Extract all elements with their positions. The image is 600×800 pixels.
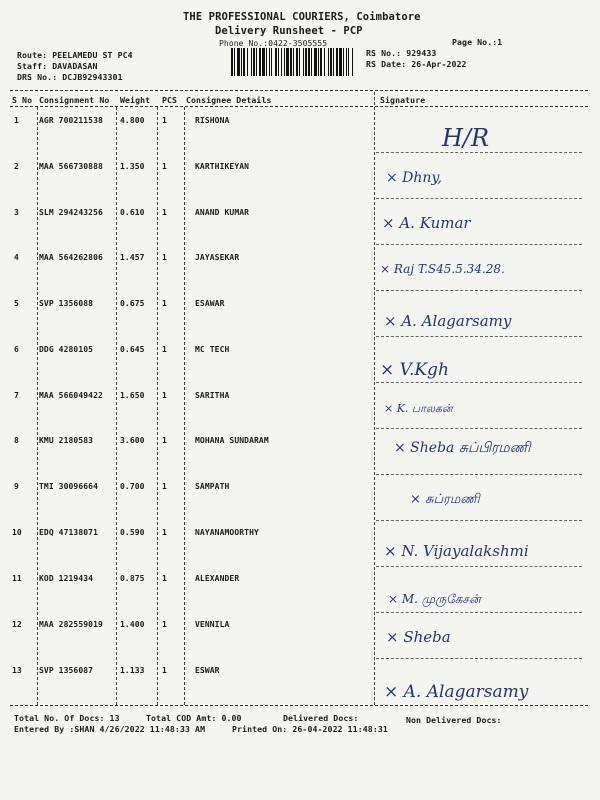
row-consignment: MAA 282559019 bbox=[39, 620, 103, 629]
row-weight: 3.600 bbox=[120, 436, 145, 445]
barcode-bar bbox=[237, 48, 240, 76]
row-weight: 1.350 bbox=[120, 162, 145, 171]
row-consignee: ANAND KUMAR bbox=[195, 208, 250, 217]
row-sno: 13 bbox=[12, 666, 22, 675]
barcode-bar bbox=[290, 48, 292, 76]
handwritten-signature: × சுப்ரமணி bbox=[410, 492, 480, 507]
row-pcs: 1 bbox=[162, 208, 167, 217]
barcode-bar bbox=[328, 48, 329, 76]
barcode-bar bbox=[281, 48, 282, 76]
barcode-bar bbox=[308, 48, 310, 76]
printed-on: Printed On: 26-04-2022 11:48:31 bbox=[232, 724, 388, 734]
row-sno: 6 bbox=[14, 345, 19, 354]
handwritten-signature: × N. Vijayalakshmi bbox=[384, 542, 529, 560]
barcode-bar bbox=[311, 48, 312, 76]
barcode-bar bbox=[293, 48, 294, 76]
row-consignment: AGR 700211538 bbox=[39, 116, 103, 125]
column-header-pcs: PCS bbox=[162, 95, 178, 105]
table-bottom-rule bbox=[10, 705, 588, 706]
rs-date: RS Date: 26-Apr-2022 bbox=[366, 59, 467, 69]
column-divider bbox=[374, 92, 375, 705]
row-sno: 9 bbox=[14, 482, 19, 491]
barcode-bar bbox=[231, 48, 233, 76]
document-title: Delivery Runsheet - PCP bbox=[215, 25, 363, 37]
signature-row-divider bbox=[376, 290, 582, 291]
row-pcs: 1 bbox=[162, 162, 167, 171]
barcode-bar bbox=[318, 48, 319, 76]
row-sno: 8 bbox=[14, 436, 19, 445]
handwritten-signature: × Sheba சுப்பிரமணி bbox=[394, 440, 531, 456]
column-divider bbox=[37, 107, 38, 705]
staff: Staff: DAVADASAN bbox=[17, 61, 98, 71]
barcode-bar bbox=[343, 48, 344, 76]
barcode-bar bbox=[241, 48, 242, 76]
row-consignee: ESWAR bbox=[195, 666, 220, 675]
handwritten-signature: × A. Alagarsamy bbox=[384, 682, 529, 702]
barcode-bar bbox=[271, 48, 272, 76]
row-sno: 12 bbox=[12, 620, 22, 629]
row-consignee: ALEXANDER bbox=[195, 574, 240, 583]
non-delivered-docs: Non Delivered Docs: bbox=[406, 715, 502, 725]
barcode-bar bbox=[320, 48, 322, 76]
barcode-bar bbox=[303, 48, 304, 76]
barcode-bar bbox=[324, 48, 325, 76]
row-weight: 0.700 bbox=[120, 482, 145, 491]
route: Route: PEELAMEDU ST PC4 bbox=[17, 50, 133, 60]
barcode-bar bbox=[296, 48, 298, 76]
row-consignment: MAA 564262806 bbox=[39, 253, 103, 262]
row-weight: 1.457 bbox=[120, 253, 145, 262]
signature-row-divider bbox=[376, 566, 582, 567]
row-consignment: MAA 566730888 bbox=[39, 162, 103, 171]
column-header-weight: Weight bbox=[120, 95, 151, 105]
row-weight: 1.650 bbox=[120, 391, 145, 400]
delivered-docs: Delivered Docs: bbox=[283, 713, 359, 723]
row-consignment: DDG 4280105 bbox=[39, 345, 94, 354]
signature-row-divider bbox=[376, 612, 582, 613]
row-consignment: SLM 294243256 bbox=[39, 208, 103, 217]
handwritten-signature: × Sheba bbox=[386, 628, 451, 646]
table-header-rule bbox=[10, 106, 588, 107]
barcode-bar bbox=[278, 48, 279, 76]
row-sno: 11 bbox=[12, 574, 22, 583]
row-pcs: 1 bbox=[162, 620, 167, 629]
barcode-bar bbox=[305, 48, 307, 76]
row-consignee: RISHONA bbox=[195, 116, 230, 125]
row-pcs: 1 bbox=[162, 116, 167, 125]
signature-row-divider bbox=[376, 520, 582, 521]
barcode-bar bbox=[251, 48, 252, 76]
barcode-bar bbox=[262, 48, 265, 76]
handwritten-signature: × A. Alagarsamy bbox=[384, 312, 512, 330]
row-consignment: SVP 1356087 bbox=[39, 666, 94, 675]
barcode-bar bbox=[346, 48, 347, 76]
rs-number: RS No.: 929433 bbox=[366, 48, 437, 58]
row-consignee: MOHANA SUNDARAM bbox=[195, 436, 269, 445]
signature-row-divider bbox=[376, 336, 582, 337]
row-pcs: 1 bbox=[162, 482, 167, 491]
row-sno: 2 bbox=[14, 162, 19, 171]
column-divider bbox=[157, 107, 158, 705]
row-pcs: 1 bbox=[162, 436, 167, 445]
row-weight: 0.610 bbox=[120, 208, 145, 217]
row-weight: 4.800 bbox=[120, 116, 145, 125]
row-weight: 1.133 bbox=[120, 666, 145, 675]
signature-row-divider bbox=[376, 198, 582, 199]
column-header-consignment: Consignment No bbox=[39, 95, 110, 105]
handwritten-signature: × M. முருகேசன் bbox=[388, 592, 481, 606]
phone-number: Phone No.:0422-3505555 bbox=[219, 39, 328, 48]
signature-row-divider bbox=[376, 382, 582, 383]
row-consignment: KOD 1219434 bbox=[39, 574, 94, 583]
row-pcs: 1 bbox=[162, 666, 167, 675]
column-divider bbox=[116, 107, 117, 705]
row-pcs: 1 bbox=[162, 528, 167, 537]
row-pcs: 1 bbox=[162, 574, 167, 583]
row-sno: 5 bbox=[14, 299, 19, 308]
barcode-bar bbox=[269, 48, 270, 76]
barcode-bar bbox=[339, 48, 342, 76]
barcode-bar bbox=[243, 48, 245, 76]
signature-row-divider bbox=[376, 244, 582, 245]
total-docs: Total No. Of Docs: 13 bbox=[14, 713, 120, 723]
row-weight: 0.645 bbox=[120, 345, 145, 354]
row-consignment: TMI 30096664 bbox=[39, 482, 98, 491]
row-weight: 0.590 bbox=[120, 528, 145, 537]
row-sno: 1 bbox=[14, 116, 19, 125]
row-pcs: 1 bbox=[162, 299, 167, 308]
barcode-bar bbox=[234, 48, 235, 76]
handwritten-signature: × Raj T.S45.5.34.28. bbox=[380, 262, 505, 276]
drs-number: DRS No.: DCJB92943301 bbox=[17, 72, 123, 82]
handwritten-signature: H/R bbox=[442, 124, 490, 152]
row-pcs: 1 bbox=[162, 253, 167, 262]
row-sno: 4 bbox=[14, 253, 19, 262]
row-sno: 10 bbox=[12, 528, 22, 537]
handwritten-signature: × V.Kgh bbox=[380, 360, 449, 380]
row-consignee: JAYASEKAR bbox=[195, 253, 240, 262]
page-number: Page No.:1 bbox=[452, 37, 503, 47]
barcode-bar bbox=[333, 48, 334, 76]
table-top-rule bbox=[10, 90, 588, 91]
handwritten-signature: × K. பாலகன் bbox=[384, 402, 453, 415]
column-header-sno: S No bbox=[12, 95, 33, 105]
row-consignee: NAYANAMOORTHY bbox=[195, 528, 259, 537]
row-consignee: ESAWAR bbox=[195, 299, 225, 308]
row-consignment: EDQ 47138071 bbox=[39, 528, 98, 537]
barcode-bar bbox=[314, 48, 317, 76]
row-consignee: SARITHA bbox=[195, 391, 230, 400]
row-pcs: 1 bbox=[162, 391, 167, 400]
total-cod-amount: Total COD Amt: 0.00 bbox=[146, 713, 242, 723]
signature-row-divider bbox=[376, 658, 582, 659]
row-weight: 0.675 bbox=[120, 299, 145, 308]
signature-row-divider bbox=[376, 474, 582, 475]
barcode-bar bbox=[259, 48, 261, 76]
row-sno: 3 bbox=[14, 208, 19, 217]
barcode-bar bbox=[253, 48, 255, 76]
row-weight: 1.400 bbox=[120, 620, 145, 629]
row-consignment: SVP 1356088 bbox=[39, 299, 94, 308]
barcode-bar bbox=[348, 48, 349, 76]
barcode-bar bbox=[266, 48, 267, 76]
column-header-signature: Signature bbox=[380, 95, 426, 105]
column-header-consignee: Consignee Details bbox=[186, 95, 272, 105]
barcode-bar bbox=[299, 48, 300, 76]
row-weight: 0.875 bbox=[120, 574, 145, 583]
row-consignee: VENNILA bbox=[195, 620, 230, 629]
row-sno: 7 bbox=[14, 391, 19, 400]
row-pcs: 1 bbox=[162, 345, 167, 354]
barcode-bar bbox=[330, 48, 332, 76]
row-consignee: MC TECH bbox=[195, 345, 230, 354]
barcode-bar bbox=[352, 48, 353, 76]
handwritten-signature: × A. Kumar bbox=[382, 214, 471, 232]
barcode-bar bbox=[256, 48, 257, 76]
barcode-bar bbox=[286, 48, 289, 76]
row-consignee: KARTHIKEYAN bbox=[195, 162, 250, 171]
company-name: THE PROFESSIONAL COURIERS, Coimbatore bbox=[183, 11, 421, 23]
handwritten-signature: × Dhny, bbox=[386, 170, 442, 186]
signature-row-divider bbox=[376, 428, 582, 429]
barcode-image bbox=[230, 48, 354, 76]
row-consignment: MAA 566049422 bbox=[39, 391, 103, 400]
row-consignment: KMU 2180583 bbox=[39, 436, 94, 445]
barcode-bar bbox=[284, 48, 285, 76]
entered-by: Entered By :SHAN 4/26/2022 11:48:33 AM bbox=[14, 724, 206, 734]
barcode-bar bbox=[247, 48, 248, 76]
column-divider bbox=[184, 107, 185, 705]
signature-row-divider bbox=[376, 152, 582, 153]
barcode-bar bbox=[275, 48, 277, 76]
barcode-bar bbox=[336, 48, 338, 76]
row-consignee: SAMPATH bbox=[195, 482, 230, 491]
